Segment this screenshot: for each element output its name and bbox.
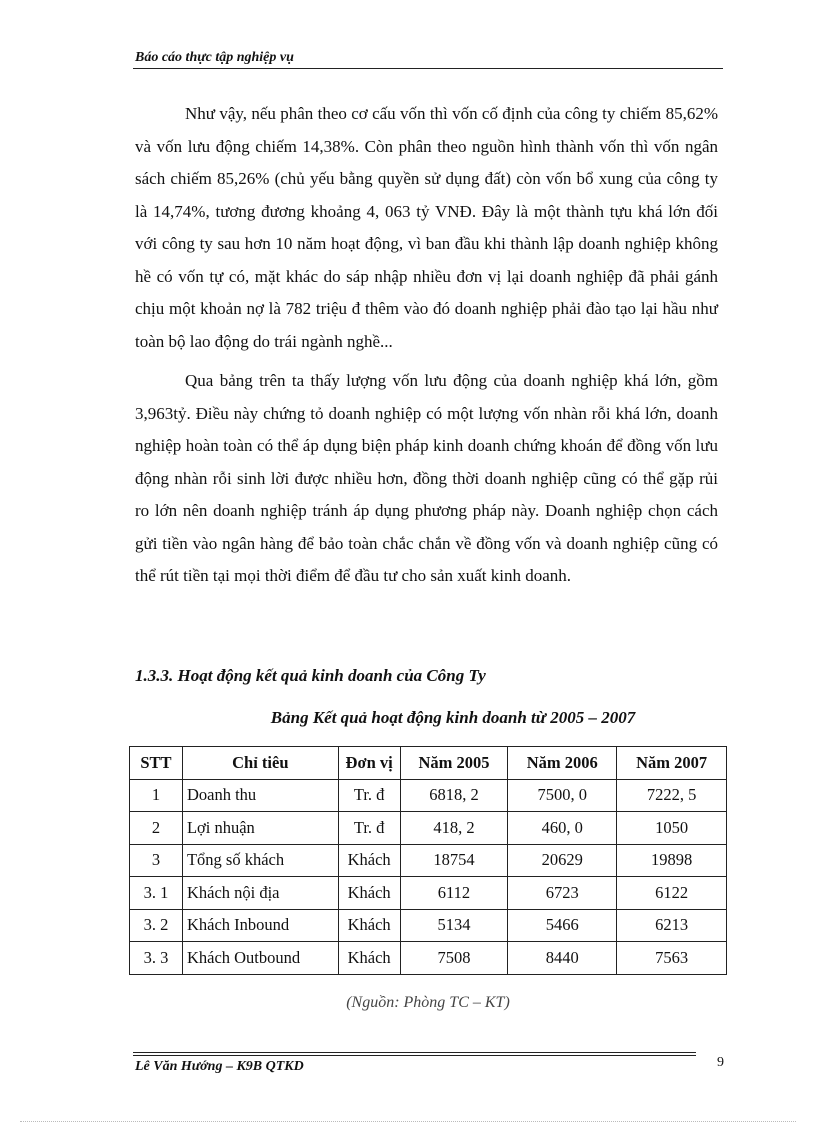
table-cell: Doanh thu: [182, 779, 338, 812]
table-cell: Tr. đ: [338, 779, 400, 812]
table-row: [130, 812, 727, 845]
table-cell: Khách: [338, 942, 400, 975]
table-header-row: [130, 747, 727, 780]
table-cell: 19898: [617, 844, 727, 877]
column-header-2007: Năm 2007: [617, 747, 727, 780]
body-text: [135, 98, 718, 600]
table-cell: 6112: [400, 877, 508, 910]
table-cell: Khách Outbound: [182, 942, 338, 975]
column-header-2005: Năm 2005: [400, 747, 508, 780]
table-cell: 5134: [400, 909, 508, 942]
table-cell: Tổng số khách: [182, 844, 338, 877]
table-cell: 1050: [617, 812, 727, 845]
table-row: [130, 909, 727, 942]
footer-divider: [133, 1055, 696, 1056]
table-cell: 3. 3: [130, 942, 183, 975]
column-header-unit: Đơn vị: [338, 747, 400, 780]
table-cell: 6213: [617, 909, 727, 942]
header-divider: [133, 68, 723, 69]
table-cell: Khách: [338, 877, 400, 910]
table-cell: Tr. đ: [338, 812, 400, 845]
table-cell: 7500, 0: [508, 779, 617, 812]
paragraph: Qua bảng trên ta thấy lượng vốn lưu động của doanh nghiệp khá lớn, gồm 3,963tỷ. Điều này chứng tỏ doanh nghiệp có một lượng vốn nhàn rỗi khá lớn, doanh nghiệp hoàn toàn có thể áp dụng biện pháp kinh doanh chứng khoán để đồng vốn lưu động nhàn rỗi sinh lời được nhiều hơn, đồng thời doanh nghiệp cũng có thể gặp rủi ro lớn nên doanh nghiệp tránh áp dụng phương pháp này. Doanh nghiệp chọn cách gửi tiền vào ngân hàng để bảo toàn chắc chắn về đồng vốn và doanh nghiệp cũng có thể rút tiền tại mọi thời điểm để đầu tư cho sản xuất kinh doanh.: [135, 371, 718, 585]
footer-author: Lê Văn Hướng – K9B QTKD: [135, 1059, 304, 1074]
table-cell: Khách: [338, 909, 400, 942]
table-cell: 18754: [400, 844, 508, 877]
table-row: [130, 779, 727, 812]
table-cell: Khách nội địa: [182, 877, 338, 910]
table-cell: 20629: [508, 844, 617, 877]
page-number: 9: [717, 1055, 724, 1070]
column-header-2006: Năm 2006: [508, 747, 617, 780]
table-cell: Khách: [338, 844, 400, 877]
results-table: [129, 746, 727, 975]
table-cell: 7222, 5: [617, 779, 727, 812]
table-cell: 8440: [508, 942, 617, 975]
table-cell: 6818, 2: [400, 779, 508, 812]
paragraph: Như vậy, nếu phân theo cơ cấu vốn thì vốn cố định của công ty chiếm 85,62% và vốn lưu động chiếm 14,38%. Còn phân theo nguồn hình thành vốn thì vốn ngân sách chiếm 85,26% (chủ yếu bằng quyền sử dụng đất) còn vốn bổ xung của công ty là 14,74%, tương đương khoảng 4, 063 tỷ VNĐ. Đây là một thành tựu khá lớn đối với công ty sau hơn 10 năm hoạt động, vì ban đầu khi thành lập doanh nghiệp không hề có vốn tự có, mặt khác do sáp nhập nhiều đơn vị lại doanh nghiệp đã phải gánh chịu một khoản nợ là 782 triệu đ thêm vào đó doanh nghiệp phải đào tạo lại hầu như toàn bộ lao động do trái ngành nghề...: [135, 104, 718, 351]
table-row: [130, 877, 727, 910]
column-header-indicator: Chỉ tiêu: [182, 747, 338, 780]
table-cell: 3: [130, 844, 183, 877]
section-heading: 1.3.3. Hoạt động kết quả kinh doanh của Công Ty: [135, 666, 486, 685]
table-cell: 6122: [617, 877, 727, 910]
table-cell: Khách Inbound: [182, 909, 338, 942]
table-row: [130, 942, 727, 975]
table-cell: 1: [130, 779, 183, 812]
table-cell: 3. 2: [130, 909, 183, 942]
table-cell: 5466: [508, 909, 617, 942]
table-cell: 6723: [508, 877, 617, 910]
column-header-stt: STT: [130, 747, 183, 780]
table-cell: Lợi nhuận: [182, 812, 338, 845]
table-title: Bảng Kết quả hoạt động kinh doanh từ 2005 – 2007: [270, 708, 636, 727]
table-cell: 418, 2: [400, 812, 508, 845]
page-header-title: Báo cáo thực tập nghiệp vụ: [135, 50, 294, 65]
table-cell: 7563: [617, 942, 727, 975]
page-bottom-border: [20, 1121, 796, 1122]
table-cell: 2: [130, 812, 183, 845]
table-cell: 7508: [400, 942, 508, 975]
table-source-note: (Nguồn: Phòng TC – KT): [346, 994, 510, 1011]
table-cell: 460, 0: [508, 812, 617, 845]
table-cell: 3. 1: [130, 877, 183, 910]
footer-divider: [133, 1052, 696, 1053]
table-row: [130, 844, 727, 877]
